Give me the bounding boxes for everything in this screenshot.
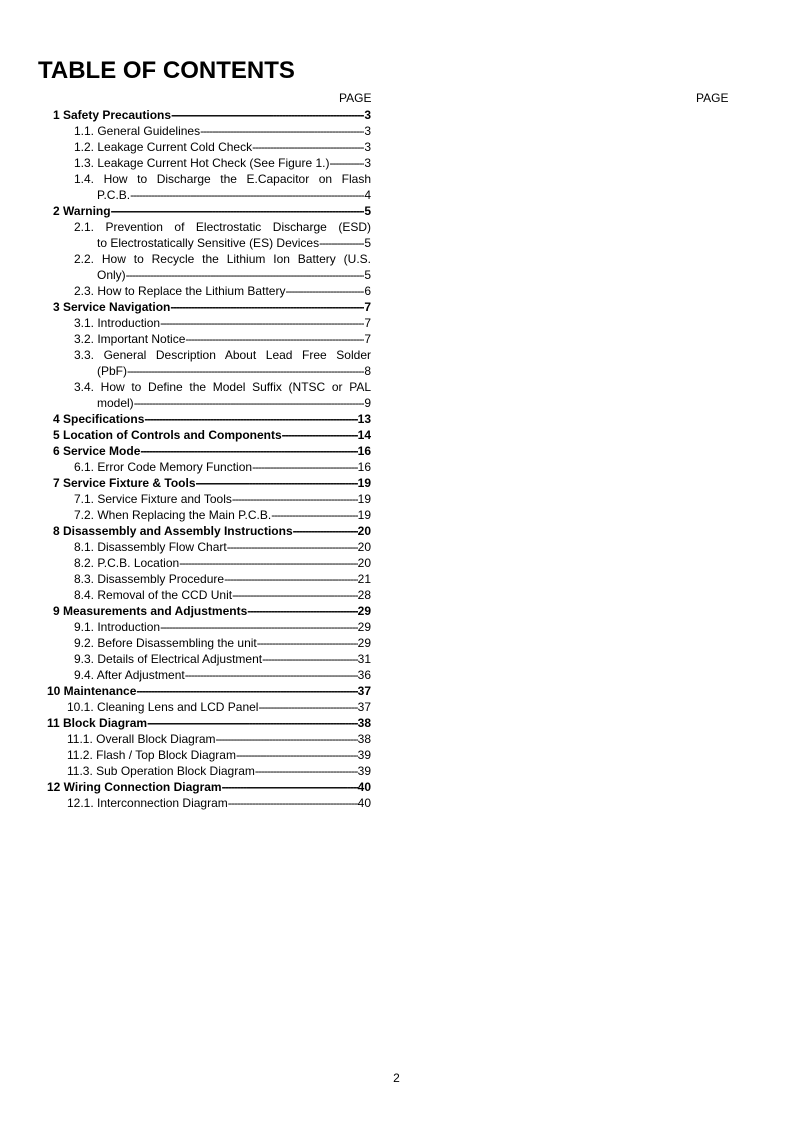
- toc-entry-title: 1.4. How to Discharge the E.Capacitor on Flash: [74, 172, 371, 186]
- page-column-header-left: PAGE: [339, 91, 372, 105]
- toc-entry-title: (PbF): [97, 364, 127, 378]
- toc-entry-title: 5 Location of Controls and Components: [53, 428, 282, 442]
- toc-entry-title: 12.1. Interconnection Diagram: [67, 796, 228, 810]
- toc-subsection-entry[interactable]: [97, 363, 371, 379]
- toc-leader-dashes: [134, 395, 365, 411]
- toc-subsection-entry[interactable]: [74, 315, 371, 331]
- toc-subsection-entry[interactable]: [67, 763, 371, 779]
- toc-subsection-entry[interactable]: [74, 571, 371, 587]
- toc-section-entry[interactable]: [53, 107, 371, 123]
- toc-leader-dashes: [127, 363, 364, 379]
- toc-subsection-entry[interactable]: [74, 139, 371, 155]
- toc-subsection-entry[interactable]: [74, 219, 371, 235]
- toc-entry-title: 7.2. When Replacing the Main P.C.B.: [74, 508, 272, 522]
- toc-leader-dashes: [147, 715, 358, 731]
- toc-entry-title: 10.1. Cleaning Lens and LCD Panel: [67, 700, 259, 714]
- toc-leader-dashes: [257, 635, 358, 651]
- toc-entry-title: 6.1. Error Code Memory Function: [74, 460, 253, 474]
- toc-entry-page: 16: [357, 444, 371, 458]
- toc-entry-page: 36: [357, 668, 371, 682]
- toc-entry-title: Only): [97, 268, 126, 282]
- toc-entry-title: 11.3. Sub Operation Block Diagram: [67, 764, 255, 778]
- toc-entry-page: 5: [364, 236, 371, 250]
- toc-leader-dashes: [258, 699, 357, 715]
- toc-subsection-entry[interactable]: [74, 507, 371, 523]
- toc-entry-title: 8 Disassembly and Assembly Instructions: [53, 524, 293, 538]
- toc-leader-dashes: [227, 539, 358, 555]
- toc-section-entry[interactable]: [53, 443, 371, 459]
- toc-entry-page: 6: [364, 284, 371, 298]
- toc-subsection-entry[interactable]: [74, 619, 371, 635]
- toc-entry-page: 19: [357, 476, 371, 490]
- toc-entry-title: 8.3. Disassembly Procedure: [74, 572, 225, 586]
- toc-entry-page: 40: [357, 796, 371, 810]
- toc-entry-title: 7.1. Service Fixture and Tools: [74, 492, 232, 506]
- toc-subsection-entry[interactable]: [97, 235, 371, 251]
- toc-entry-page: 40: [357, 780, 371, 794]
- toc-entry-page: 7: [364, 332, 371, 346]
- toc-leader-dashes: [126, 267, 365, 283]
- toc-section-entry[interactable]: [53, 427, 371, 443]
- toc-entry-title: 8.4. Removal of the CCD Unit: [74, 588, 233, 602]
- toc-leader-dashes: [196, 475, 358, 491]
- toc-entry-page: 38: [357, 732, 371, 746]
- toc-section-entry[interactable]: [53, 475, 371, 491]
- toc-subsection-entry[interactable]: [74, 635, 371, 651]
- toc-entry-title: 3.4. How to Define the Model Suffix (NTSC or PAL: [74, 380, 371, 394]
- toc-subsection-entry[interactable]: [97, 395, 371, 411]
- toc-subsection-entry[interactable]: [74, 667, 371, 683]
- toc-section-entry[interactable]: [47, 715, 371, 731]
- toc-leader-dashes: [160, 315, 364, 331]
- toc-entry-page: 7: [364, 316, 371, 330]
- toc-entry-title: 1.1. General Guidelines: [74, 124, 201, 138]
- toc-leader-dashes: [232, 587, 358, 603]
- toc-subsection-entry[interactable]: [97, 267, 371, 283]
- toc-leader-dashes: [222, 779, 358, 795]
- toc-section-entry[interactable]: [53, 203, 371, 219]
- toc-leader-dashes: [252, 459, 358, 475]
- toc-leader-dashes: [111, 203, 365, 219]
- toc-leader-dashes: [271, 507, 357, 523]
- toc-leader-dashes: [160, 619, 358, 635]
- page-title: TABLE OF CONTENTS: [38, 57, 295, 84]
- toc-leader-dashes: [236, 747, 358, 763]
- toc-entry-page: 3: [364, 156, 371, 170]
- toc-entry-page: 29: [357, 604, 371, 618]
- toc-entry-page: 3: [364, 108, 371, 122]
- toc-entry-page: 7: [364, 300, 371, 314]
- toc-subsection-entry[interactable]: [67, 699, 371, 715]
- toc-leader-dashes: [171, 107, 364, 123]
- toc-leader-dashes: [224, 571, 358, 587]
- toc-section-entry[interactable]: [47, 779, 371, 795]
- toc-entry-title: 10 Maintenance: [47, 684, 137, 698]
- toc-section-entry[interactable]: [53, 603, 371, 619]
- toc-subsection-entry[interactable]: [74, 251, 371, 267]
- toc-subsection-entry[interactable]: [67, 731, 371, 747]
- toc-entry-page: 29: [357, 620, 371, 634]
- toc-leader-dashes: [200, 123, 364, 139]
- toc-leader-dashes: [144, 411, 357, 427]
- toc-entry-page: 13: [357, 412, 371, 426]
- page-number: 2: [393, 1071, 400, 1085]
- toc-entry-title: 3.3. General Description About Lead Free Solder: [74, 348, 371, 362]
- toc-subsection-entry[interactable]: [74, 587, 371, 603]
- toc-leader-dashes: [179, 555, 357, 571]
- toc-entry-page: 39: [357, 764, 371, 778]
- toc-entry-title: 3.1. Introduction: [74, 316, 161, 330]
- toc-leader-dashes: [170, 299, 364, 315]
- toc-leader-dashes: [247, 603, 357, 619]
- toc-subsection-entry[interactable]: [74, 379, 371, 395]
- toc-entry-title: 3.2. Important Notice: [74, 332, 186, 346]
- toc-entry-title: 8.2. P.C.B. Location: [74, 556, 180, 570]
- toc-subsection-entry[interactable]: [74, 459, 371, 475]
- toc-entry-page: 20: [357, 556, 371, 570]
- toc-entry-page: 28: [357, 588, 371, 602]
- toc-entry-title: 4 Specifications: [53, 412, 145, 426]
- toc-leader-dashes: [185, 667, 358, 683]
- toc-subsection-entry[interactable]: [74, 283, 371, 299]
- page-column-header-right: PAGE: [696, 91, 729, 105]
- toc-subsection-entry[interactable]: [74, 331, 371, 347]
- toc-entry-title: 2 Warning: [53, 204, 111, 218]
- toc-subsection-entry[interactable]: [74, 155, 371, 171]
- toc-leader-dashes: [319, 235, 364, 251]
- toc-entry-page: 19: [357, 508, 371, 522]
- toc-subsection-entry[interactable]: [74, 555, 371, 571]
- toc-leader-dashes: [232, 491, 358, 507]
- toc-subsection-entry[interactable]: [74, 491, 371, 507]
- toc-entry-title: 11.2. Flash / Top Block Diagram: [67, 748, 236, 762]
- toc-section-entry[interactable]: [53, 411, 371, 427]
- toc-entry-page: 5: [364, 204, 371, 218]
- toc-subsection-entry[interactable]: [67, 747, 371, 763]
- toc-entry-title: 9 Measurements and Adjustments: [53, 604, 248, 618]
- toc-entry-title: model): [97, 396, 134, 410]
- toc-leader-dashes: [216, 731, 358, 747]
- toc-section-entry[interactable]: [53, 299, 371, 315]
- toc-subsection-entry[interactable]: [67, 795, 371, 811]
- toc-entry-title: 12 Wiring Connection Diagram: [47, 780, 222, 794]
- toc-subsection-entry[interactable]: [74, 123, 371, 139]
- toc-leader-dashes: [282, 427, 358, 443]
- toc-leader-dashes: [255, 763, 358, 779]
- toc-entry-page: 37: [357, 684, 371, 698]
- toc-entry-title: 11 Block Diagram: [47, 716, 148, 730]
- toc-leader-dashes: [228, 795, 358, 811]
- toc-leader-dashes: [293, 523, 358, 539]
- toc-entry-title: 11.1. Overall Block Diagram: [67, 732, 216, 746]
- toc-entry-title: 2.1. Prevention of Electrostatic Discharge (ESD): [74, 220, 371, 234]
- toc-entry-page: 38: [357, 716, 371, 730]
- toc-entry-title: 2.3. How to Replace the Lithium Battery: [74, 284, 286, 298]
- toc-entry-title: 2.2. How to Recycle the Lithium Ion Battery (U.S.: [74, 252, 371, 266]
- toc-leader-dashes: [136, 683, 357, 699]
- toc-leader-dashes: [252, 139, 364, 155]
- toc-subsection-entry[interactable]: [97, 187, 371, 203]
- toc-section-entry[interactable]: [53, 523, 371, 539]
- toc-entry-page: 4: [364, 188, 371, 202]
- toc-entry-page: 21: [357, 572, 371, 586]
- toc-subsection-entry[interactable]: [74, 539, 371, 555]
- toc-entry-page: 14: [357, 428, 371, 442]
- toc-entry-title: 1 Safety Precautions: [53, 108, 172, 122]
- toc-entry-title: 6 Service Mode: [53, 444, 141, 458]
- toc-entry-title: 9.1. Introduction: [74, 620, 161, 634]
- toc-leader-dashes: [285, 283, 364, 299]
- toc-leader-dashes: [185, 331, 364, 347]
- toc-entry-page: 3: [364, 140, 371, 154]
- toc-leader-dashes: [329, 155, 364, 171]
- toc-subsection-entry[interactable]: [74, 171, 371, 187]
- toc-entry-title: 7 Service Fixture & Tools: [53, 476, 196, 490]
- toc-leader-dashes: [262, 651, 358, 667]
- toc-entry-title: 9.3. Details of Electrical Adjustment: [74, 652, 263, 666]
- toc-entry-page: 9: [364, 396, 371, 410]
- toc-subsection-entry[interactable]: [74, 651, 371, 667]
- toc-entry-title: 3 Service Navigation: [53, 300, 171, 314]
- toc-entry-page: 20: [357, 524, 371, 538]
- toc-entry-title: 9.4. After Adjustment: [74, 668, 185, 682]
- toc-entry-title: 8.1. Disassembly Flow Chart: [74, 540, 227, 554]
- toc-entry-title: to Electrostatically Sensitive (ES) Devices: [97, 236, 320, 250]
- toc-leader-dashes: [130, 187, 364, 203]
- toc-entry-page: 37: [357, 700, 371, 714]
- toc-entry-title: P.C.B.: [97, 188, 131, 202]
- toc-entry-page: 39: [357, 748, 371, 762]
- toc-entry-page: 16: [357, 460, 371, 474]
- toc-entry-page: 5: [364, 268, 371, 282]
- toc-entry-page: 19: [357, 492, 371, 506]
- toc-subsection-entry[interactable]: [74, 347, 371, 363]
- toc-entry-page: 31: [357, 652, 371, 666]
- toc-section-entry[interactable]: [47, 683, 371, 699]
- toc-entry-title: 1.2. Leakage Current Cold Check: [74, 140, 253, 154]
- toc-leader-dashes: [140, 443, 357, 459]
- toc-entry-title: 9.2. Before Disassembling the unit: [74, 636, 257, 650]
- toc-entry-page: 20: [357, 540, 371, 554]
- toc-entry-page: 29: [357, 636, 371, 650]
- toc-entry-title: 1.3. Leakage Current Hot Check (See Figure 1.): [74, 156, 330, 170]
- toc-entry-page: 8: [364, 364, 371, 378]
- toc-entry-page: 3: [364, 124, 371, 138]
